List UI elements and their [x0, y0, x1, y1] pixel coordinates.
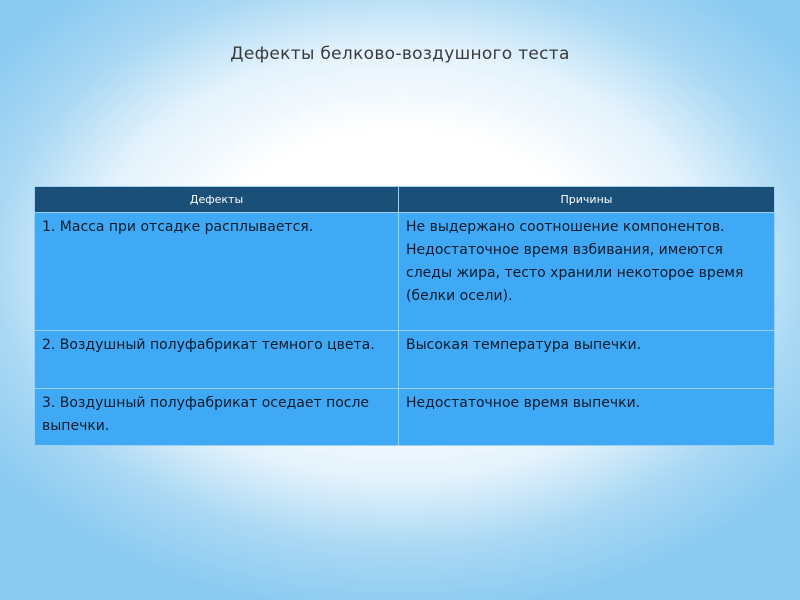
- defect-cell: 1. Масса при отсадке расплывается.: [35, 213, 399, 331]
- slide-title: Дефекты белково-воздушного теста: [230, 44, 570, 64]
- table-row: [35, 331, 775, 389]
- defect-cell: 3. Воздушный полуфабрикат оседает после выпечки.: [35, 389, 399, 446]
- column-header-defects: Дефекты: [35, 187, 399, 213]
- column-header-causes: Причины: [399, 187, 775, 213]
- cause-cell: Высокая температура выпечки.: [399, 331, 775, 389]
- table-row: [35, 213, 775, 331]
- defects-table: [34, 186, 775, 446]
- cause-cell: Не выдержано соотношение компонентов. Недостаточное время взбивания, имеются следы жира, тесто хранили некоторое время (белки осели).: [399, 213, 775, 331]
- cause-cell: Недостаточное время выпечки.: [399, 389, 775, 446]
- table-row: [35, 389, 775, 446]
- defect-cell: 2. Воздушный полуфабрикат темного цвета.: [35, 331, 399, 389]
- table-header-row: [35, 187, 775, 213]
